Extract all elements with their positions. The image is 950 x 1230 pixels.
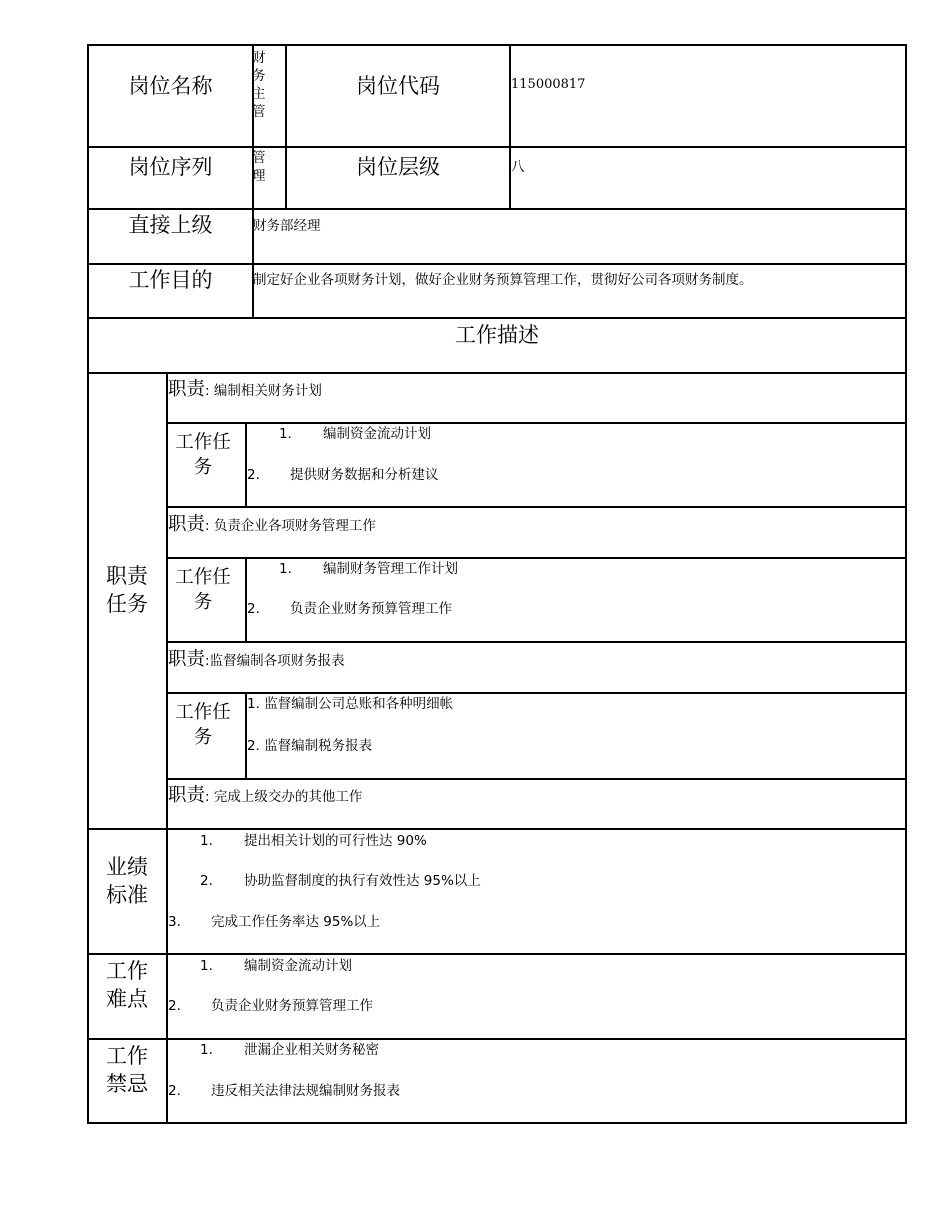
position-name-label: 岗位名称 [128, 74, 213, 98]
purpose-value: 制定好企业各项财务计划，做好企业财务预算管理工作，贯彻好公司各项财务制度。 [253, 272, 753, 288]
row-divider [87, 953, 907, 955]
row-divider [87, 208, 907, 210]
superior-label: 直接上级 [128, 213, 213, 237]
task-item: 1. 编制资金流动计划 [279, 426, 431, 442]
position-code-value: 115000817 [511, 77, 586, 92]
task-item: 1. 监督编制公司总账和各种明细帐 [247, 696, 454, 712]
task-label: 工作任务 [175, 432, 231, 478]
duty-text: 负责企业各项财务管理工作 [213, 518, 376, 534]
performance-item: 2. 协助监督制度的执行有效性达 95%以上 [200, 873, 481, 889]
duties-section-label: 职责任务 [106, 564, 148, 616]
duty-row: 职责: 编制相关财务计划 [168, 379, 322, 400]
position-sequence-value: 管理 [252, 150, 266, 184]
position-sequence-label: 岗位序列 [128, 155, 213, 179]
row-divider [166, 506, 907, 508]
duty-row: 职责: 完成上级交办的其他工作 [168, 785, 363, 806]
duty-text: 编制相关财务计划 [213, 383, 322, 399]
position-level-label: 岗位层级 [356, 155, 440, 179]
row-divider [87, 828, 907, 830]
prohibitions-label: 工作禁忌 [106, 1044, 148, 1096]
duty-row: 职责:监督编制各项财务报表 [168, 649, 345, 670]
position-level-value: 八 [511, 159, 525, 175]
row-divider [87, 146, 907, 148]
task-item: 2. 负责企业财务预算管理工作 [247, 601, 452, 617]
performance-item: 3. 完成工作任务率达 95%以上 [168, 914, 381, 930]
duty-label: 职责 [168, 379, 206, 400]
prohibition-item: 2. 违反相关法律法规编制财务报表 [168, 1083, 400, 1099]
row-divider [166, 692, 907, 694]
table-border-right [905, 44, 907, 1124]
task-label: 工作任务 [175, 702, 231, 748]
prohibition-item: 1. 泄漏企业相关财务秘密 [200, 1042, 379, 1058]
row-divider [166, 641, 907, 643]
row-divider [166, 778, 907, 780]
table-border-top [87, 44, 907, 46]
performance-label: 业绩标准 [106, 855, 148, 907]
duty-label: 职责 [168, 514, 206, 535]
row-divider [87, 372, 907, 374]
table-border-left [87, 44, 89, 1124]
duty-label: 职责 [168, 785, 206, 806]
col-divider [245, 422, 247, 508]
difficulty-item: 2. 负责企业财务预算管理工作 [168, 998, 373, 1014]
duty-label: 职责 [168, 649, 206, 670]
superior-value: 财务部经理 [253, 218, 321, 234]
row-divider [87, 263, 907, 265]
duty-text: 完成上级交办的其他工作 [213, 789, 363, 805]
task-item: 2. 监督编制税务报表 [247, 738, 373, 754]
row-divider [87, 317, 907, 319]
position-code-label: 岗位代码 [356, 74, 440, 98]
col-divider [509, 44, 511, 210]
task-label: 工作任务 [175, 567, 231, 613]
purpose-label: 工作目的 [128, 268, 213, 292]
row-divider [87, 1038, 907, 1040]
difficulty-item: 1. 编制资金流动计划 [200, 958, 352, 974]
difficulties-label: 工作难点 [106, 959, 148, 1011]
position-name-value: 财务主管 [252, 50, 266, 120]
task-item: 2. 提供财务数据和分析建议 [247, 467, 439, 483]
row-divider [166, 422, 907, 424]
task-item: 1. 编制财务管理工作计划 [279, 561, 458, 577]
performance-item: 1. 提出相关计划的可行性达 90% [200, 833, 427, 849]
duty-text: 监督编制各项财务报表 [209, 653, 345, 669]
job-description-title: 工作描述 [455, 323, 539, 347]
duty-row: 职责: 负责企业各项财务管理工作 [168, 514, 376, 535]
row-divider [166, 557, 907, 559]
table-border-bottom [87, 1122, 907, 1124]
col-divider [285, 44, 287, 210]
